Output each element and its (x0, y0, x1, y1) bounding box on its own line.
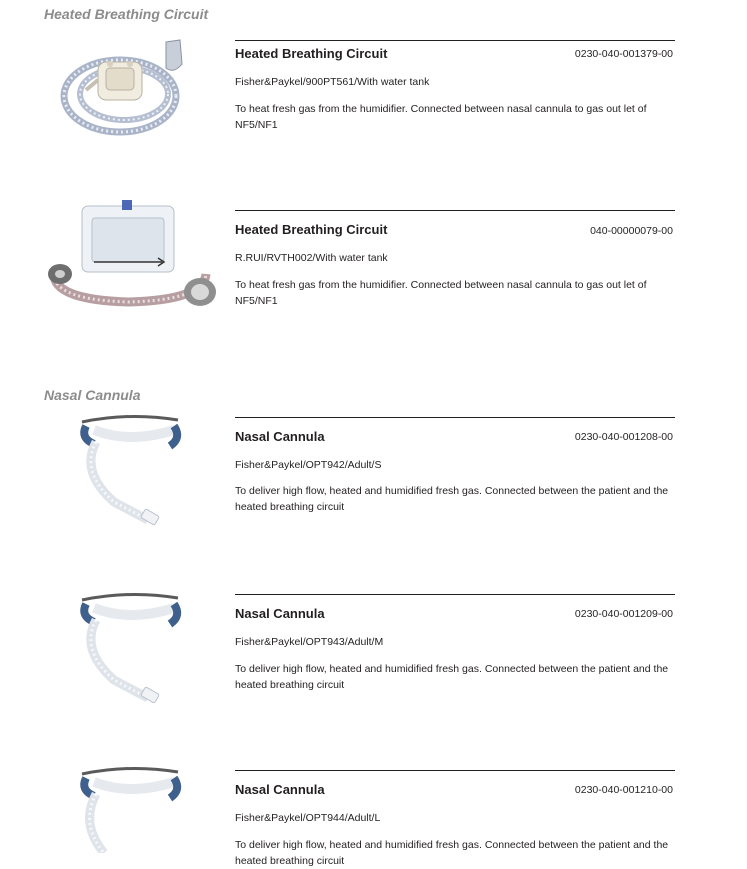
product-description: To heat fresh gas from the humidifier. Connected between nasal cannula to gas out let of NF5/NF1 (235, 103, 647, 131)
product-code: 0230-040-001208-00 (574, 431, 673, 443)
product-spec: R.RUI/RVTH002/With water tank (235, 252, 388, 264)
product-spec: Fisher&Paykel/OPT943/Adult/M (235, 636, 384, 648)
product-code: 0230-040-001209-00 (574, 608, 673, 620)
nasal-cannula-icon (74, 590, 186, 706)
product-name: Heated Breathing Circuit (235, 222, 388, 237)
product-code: 0230-040-001210-00 (574, 784, 673, 796)
product-name: Nasal Cannula (235, 429, 325, 444)
product-name: Nasal Cannula (235, 782, 325, 797)
product-code: 0230-040-001379-00 (574, 48, 673, 60)
product-name: Nasal Cannula (235, 606, 325, 621)
nasal-cannula-icon (74, 412, 186, 528)
product-name: Heated Breathing Circuit (235, 46, 388, 61)
product-description: To deliver high flow, heated and humidified fresh gas. Connected between the patient and the heated breathing circuit (235, 839, 669, 867)
product-spec: Fisher&Paykel/OPT942/Adult/S (235, 459, 382, 471)
nasal-cannula-icon (74, 764, 186, 853)
coiled-circuit-with-chamber-icon (58, 34, 190, 146)
product-spec: Fisher&Paykel/OPT944/Adult/L (235, 812, 381, 824)
product-code: 040-00000079-00 (590, 225, 673, 237)
circuit-with-water-tank-icon (34, 196, 224, 316)
section-title-nasal-cannula: Nasal Cannula (44, 387, 141, 403)
product-description: To deliver high flow, heated and humidified fresh gas. Connected between the patient and the heated breathing circuit (235, 485, 669, 513)
product-description: To deliver high flow, heated and humidified fresh gas. Connected between the patient and the heated breathing circuit (235, 663, 669, 691)
section-title-heated-breathing-circuit: Heated Breathing Circuit (44, 6, 209, 22)
product-description: To heat fresh gas from the humidifier. Connected between nasal cannula to gas out let of NF5/NF1 (235, 279, 647, 307)
product-spec: Fisher&Paykel/900PT561/With water tank (235, 76, 430, 88)
